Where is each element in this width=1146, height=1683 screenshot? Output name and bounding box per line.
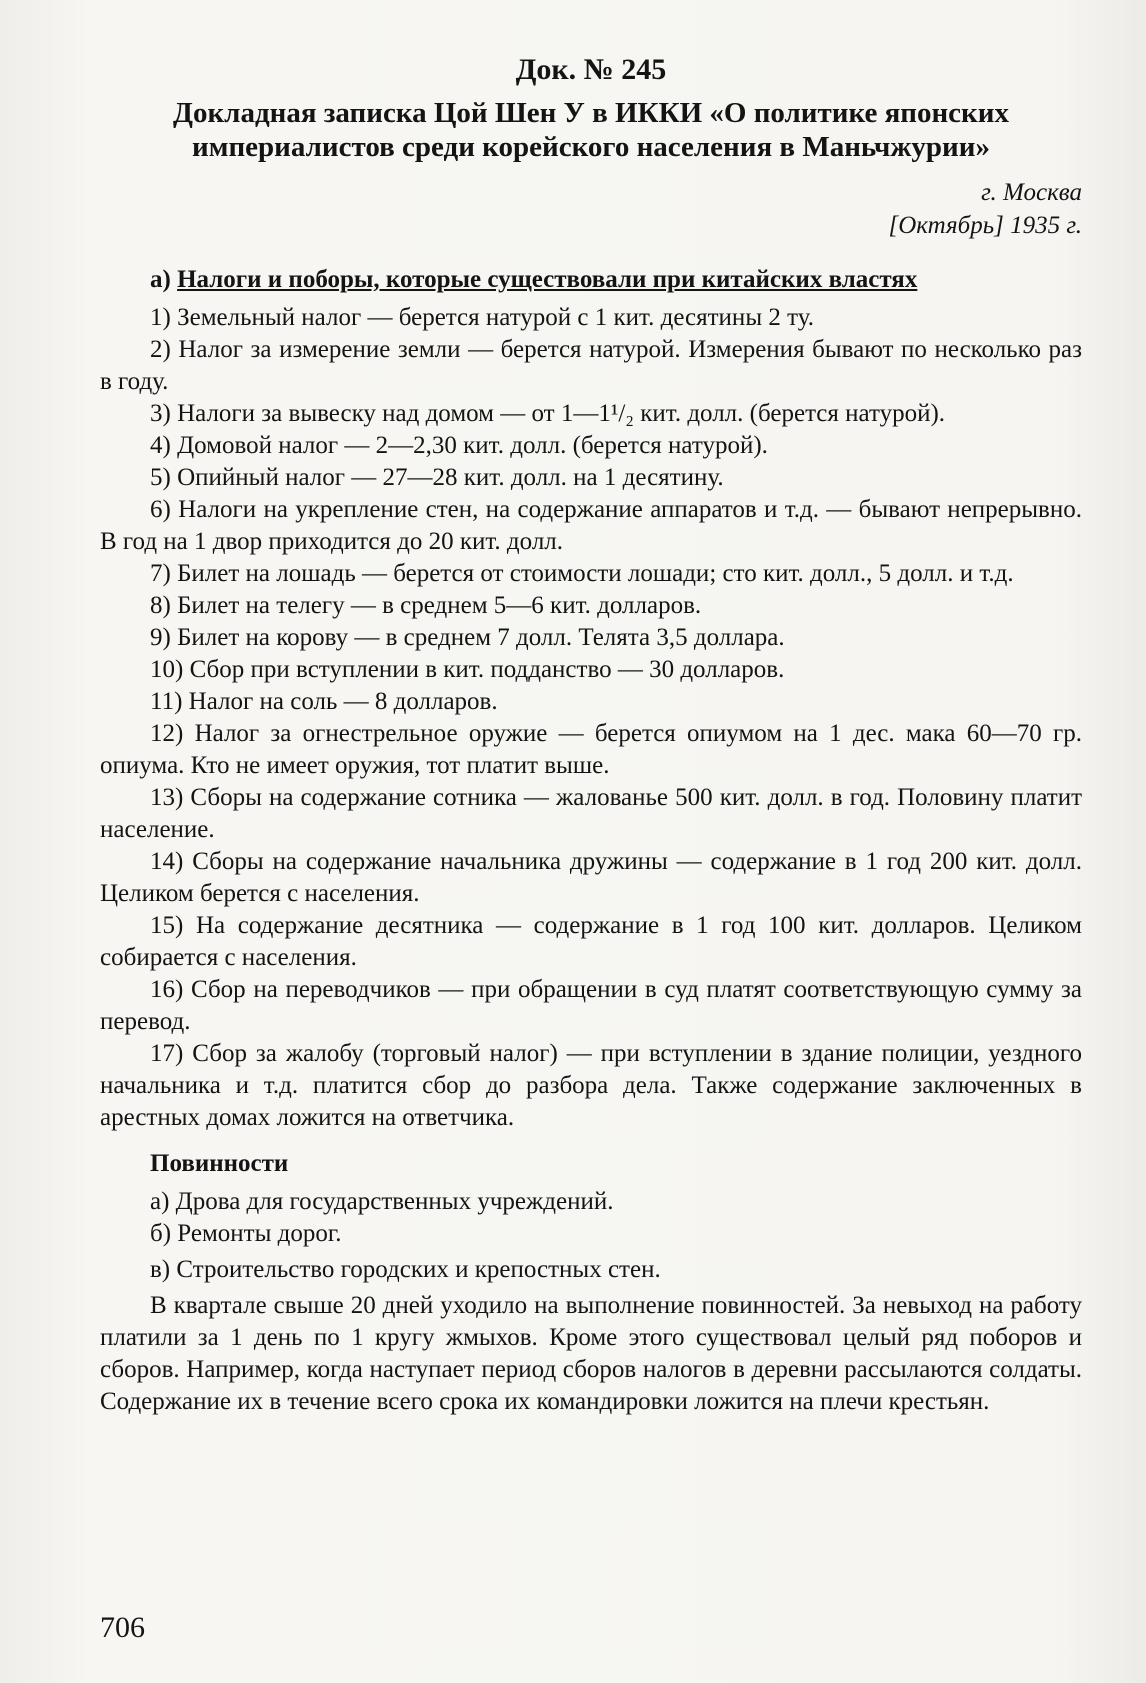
document-title: Докладная записка Цой Шен У в ИККИ «О политике японских империалистов среди корейского населения в Маньчжурии»	[173, 97, 1009, 163]
section-a-heading	[150, 264, 1082, 296]
duties-heading: Повинности	[150, 1150, 289, 1177]
tax-item: 3) Налоги за вывеску над домом — от 1—1¹/₂ кит. долл. (берется натурой).	[150, 400, 946, 427]
page-number: 706	[100, 1611, 145, 1644]
tax-item: 9) Билет на корову — в среднем 7 долл. Телята 3,5 доллара.	[150, 624, 785, 651]
document-date: [Октябрь] 1935 г.	[888, 212, 1082, 239]
tax-item: 15) На содержание десятника — содержание в 1 год 100 кит. долларов. Целиком собирается с населения.	[100, 912, 1082, 971]
tax-item: 13) Сборы на содержание сотника — жалованье 500 кит. долл. в год. Половину платит население.	[100, 784, 1082, 843]
document-number: Док. № 245	[515, 53, 667, 86]
duty-item: б) Ремонты дорог.	[150, 1220, 342, 1247]
section-a-heading-text: Налоги и поборы, которые существовали при китайских властях	[177, 266, 918, 293]
tax-item: 4) Домовой налог — 2—2,30 кит. долл. (берется натурой).	[150, 432, 768, 459]
tax-item: 10) Сбор при вступлении в кит. подданство — 30 долларов.	[150, 656, 785, 683]
tax-item: 1) Земельный налог — берется натурой с 1 кит. десятины 2 ту.	[150, 304, 814, 331]
duty-item: а) Дрова для государственных учреждений.	[150, 1188, 614, 1215]
page-content	[100, 52, 1082, 1418]
tax-item: 7) Билет на лошадь — берется от стоимости лошади; сто кит. долл., 5 долл. и т.д.	[150, 560, 1014, 587]
tax-item: 5) Опийный налог — 27—28 кит. долл. на 1 десятину.	[150, 464, 724, 491]
duty-item: в) Строительство городских и крепостных стен.	[150, 1256, 661, 1283]
tax-item: 14) Сборы на содержание начальника дружины — содержание в 1 год 200 кит. долл. Целиком берется с населения.	[100, 848, 1082, 907]
section-a-list	[100, 302, 1082, 1134]
duties-closing-paragraph: В квартале свыше 20 дней уходило на выполнение повинностей. За невыход на работу платили за 1 день по 1 кругу жмыхов. Кроме этого существовал целый ряд поборов и сборов. Например, когда наступает период сборов налогов в деревни рассылаются солдаты. Содержание их в течение всего срока их командировки ложится на плечи крестьян.	[100, 1292, 1082, 1415]
tax-item: 2) Налог за измерение земли — берется натурой. Измерения бывают по несколько раз в году.	[100, 336, 1082, 395]
section-a-prefix: а)	[150, 266, 178, 293]
duties-list	[100, 1186, 1082, 1418]
document-place: г. Москва	[981, 179, 1082, 206]
tax-item: 6) Налоги на укрепление стен, на содержание аппаратов и т.д. — бывают непрерывно. В год на 1 двор приходится до 20 кит. долл.	[100, 496, 1082, 555]
tax-item: 8) Билет на телегу — в среднем 5—6 кит. долларов.	[150, 592, 702, 619]
tax-item: 11) Налог на соль — 8 долларов.	[150, 688, 498, 715]
tax-item: 17) Сбор за жалобу (торговый налог) — при вступлении в здание полиции, уездного начальника и т.д. платится сбор до разбора дела. Также содержание заключенных в арестных домах ложится на ответчика.	[100, 1040, 1082, 1131]
tax-item: 16) Сбор на переводчиков — при обращении в суд платят соответствующую сумму за перевод.	[100, 976, 1082, 1035]
tax-item: 12) Налог за огнестрельное оружие — берется опиумом на 1 дес. мака 60—70 гр. опиума. Кто не имеет оружия, тот платит выше.	[100, 720, 1082, 779]
